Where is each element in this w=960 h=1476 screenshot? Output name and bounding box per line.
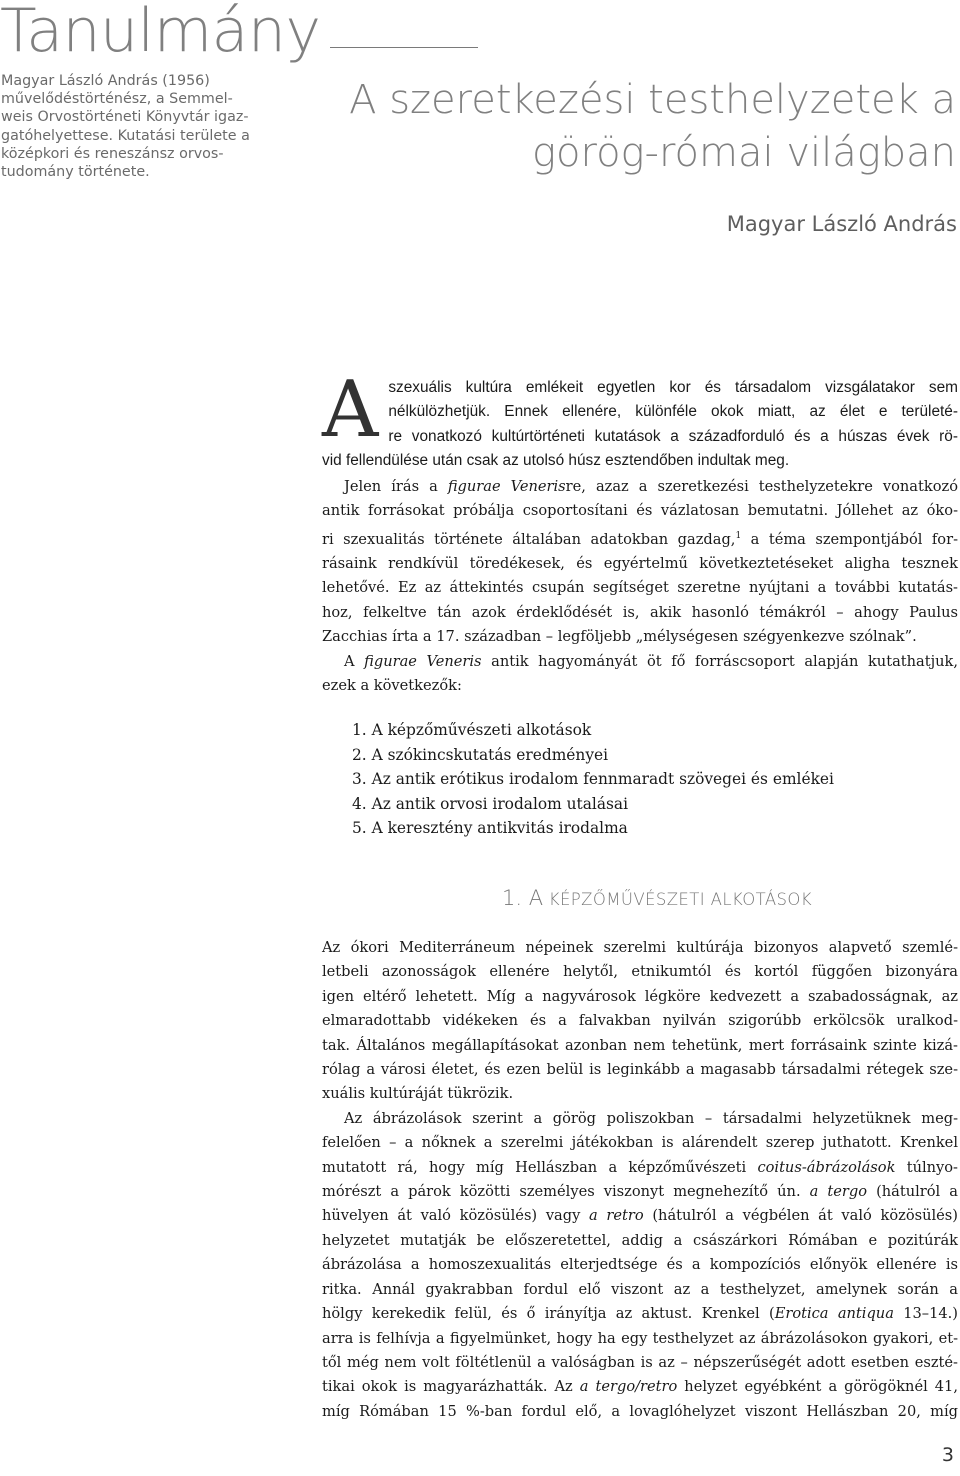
list-item: 1. A képzőművészeti alkotások: [352, 721, 592, 739]
text-line: rólag a városi életet, és ezen belül is leginkább a magasabb társadalmi rétegek sze-: [322, 1061, 958, 1079]
bio-line: középkori és reneszánsz orvos-: [1, 145, 224, 162]
body-paragraphs: [322, 475, 958, 699]
text-line: A figurae Veneris antik hagyományát öt fő forráscsoport alapján kutathatjuk,: [344, 652, 958, 670]
footnote-ref[interactable]: 1: [735, 530, 742, 541]
text-line: ritka. Annál gyakrabban fordul elő viszont az a testhelyzet, amelynek során a: [322, 1280, 958, 1298]
text-line: ri szexualitás története általában adatokban gazdag,$^1$ a téma szempontjából for-: [322, 530, 958, 548]
bio-line: tudomány története.: [1, 164, 150, 181]
text-line: tak. Általános megállapításokat azonban nem tehetünk, mert forrásaink szinte kizá-: [322, 1036, 958, 1054]
intro-paragraph: [322, 365, 958, 474]
author-bio: [1, 72, 250, 181]
bio-line: Magyar László András (1956): [1, 73, 210, 89]
text-line: ábrázolása a homoszexualitás elterjedtsége és a kompozíciós előnyök ellenére is: [322, 1256, 958, 1274]
text-line: re vonatkozó kultúrtörténeti kutatások a századforduló és a húszas évek rö-: [388, 427, 958, 445]
text-line: xuális kultúráját tükrözik.: [322, 1085, 514, 1103]
text-line: elmaradottabb vidékeken és a falvakban nyilván szigorúbb erkölcsök uralkod-: [322, 1012, 958, 1030]
section-body: [322, 936, 958, 1424]
text-line: Jelen írás a figurae Venerisre, azaz a szeretkezési testhelyzetekre vonatkozó: [344, 478, 958, 495]
text-line: helyzetet mutatják be előszeretettel, addig a császárkori Rómában e pozitúrák: [322, 1231, 958, 1249]
text-line: ezek a következők:: [322, 677, 462, 695]
text-line: vid fellendülése után csak az utolsó húsz esztendőben indultak meg.: [322, 452, 790, 470]
text-line: lehetővé. Ez az áttekintés csupán segítséget szeretne nyújtani a további kutatás-: [322, 579, 958, 597]
text-line: míg Rómában 15 %-ban fordul elő, a lovaglóhelyzet viszont Hellászban 20, míg: [322, 1402, 958, 1420]
drop-cap: A: [322, 365, 379, 455]
list-item: 3. Az antik erótikus irodalom fennmaradt szövegei és emlékei: [352, 770, 834, 789]
title-rule: [330, 47, 478, 48]
list-item: 5. A keresztény antikvitás irodalma: [352, 819, 628, 838]
text-line: hölgy kerekedik felül, és ő irányítja az aktust. Krenkel (Erotica antiqua 13–14.): [322, 1305, 958, 1323]
text-line: től még nem volt föltétlenül a valóságban is az – népszerűségét adott esetben eszté-: [322, 1353, 958, 1371]
text-line: Az ókori Mediterráneum népeinek szerelmi kultúrája bizonyos alapvető szemlé-: [322, 939, 958, 956]
text-line: mutatott rá, hogy míg Hellászban a képzőművészeti coitus-ábrázolások túlnyo-: [322, 1158, 958, 1176]
page-number: 3: [941, 1444, 954, 1466]
sources-list: [352, 718, 834, 841]
article-title: [349, 74, 956, 180]
title-line: A szeretkezési testhelyzetek a: [349, 77, 956, 123]
text-line: felelően – a nőknek a szerelmi játékokban is alárendelt szerep juthatott. Krenkel: [322, 1134, 958, 1152]
text-line: Az ábrázolások szerint a görög poliszokban – társadalmi helyzetüknek meg-: [344, 1109, 958, 1127]
text-line: tikai okok is magyarázhatták. Az a tergo/retro helyzet egyébként a görögöknél 41,: [322, 1378, 958, 1396]
text-line: hüvelyen át való közösülés) vagy a retro (hátulról a végbélen át való közösülés): [322, 1207, 958, 1225]
bio-line: gatóhelyettese. Kutatási területe a: [1, 127, 250, 144]
list-item: 2. A szókincskutatás eredményei: [352, 745, 609, 764]
text-line: rásaink rendkívül töredékesek, és egyértelmű következtetéseket aligha tesznek: [322, 555, 958, 573]
text-line: szexuális kultúra emlékeit egyetlen kor és társadalom vizsgálatakor sem: [388, 379, 958, 396]
text-line: mórészt a párok közötti személyes viszonyt megnehezítő ún. a tergo (hátulról a: [322, 1183, 958, 1201]
text-line: hoz, felkeltve tán azok érdeklődését is, akik hasonló témákról – ahogy Paulus: [322, 603, 958, 621]
bio-line: weis Orvostörténeti Könyvtár igaz-: [1, 109, 249, 126]
section-title: Tanulmány: [0, 0, 321, 66]
text-line: nélkülözhetjük. Ennek ellenére, különféle okok miatt, az élet e területé-: [388, 403, 958, 421]
text-line: igen eltérő lehetett. Míg a nagyvárosok légköre kedvezett a szabadosságnak, az: [322, 987, 958, 1005]
section-heading: 1. A KÉPZŐMŰVÉSZETI ALKOTÁSOK: [502, 886, 812, 910]
text-line: letbeli azonosságok ellenére helytől, etnikumtól és kortól függően bizonyára: [322, 963, 958, 981]
bio-line: művelődéstörténész, a Semmel-: [1, 91, 233, 108]
list-item: 4. Az antik orvosi irodalom utalásai: [352, 794, 629, 813]
title-line: görög-római világban: [532, 130, 956, 176]
text-line: antik forrásokat próbálja csoportosítani és vázlatosan bemutatni. Jóllehet az óko-: [322, 502, 958, 520]
article-author: Magyar László András: [726, 212, 957, 236]
text-line: arra is felhívja a figyelmünket, hogy ha egy testhelyzet az ábrázolásokon gyakori, et-: [322, 1329, 958, 1347]
text-line: Zacchias írta a 17. században – legföljebb „mélységesen szégyenkezve szólnak”.: [322, 628, 917, 646]
